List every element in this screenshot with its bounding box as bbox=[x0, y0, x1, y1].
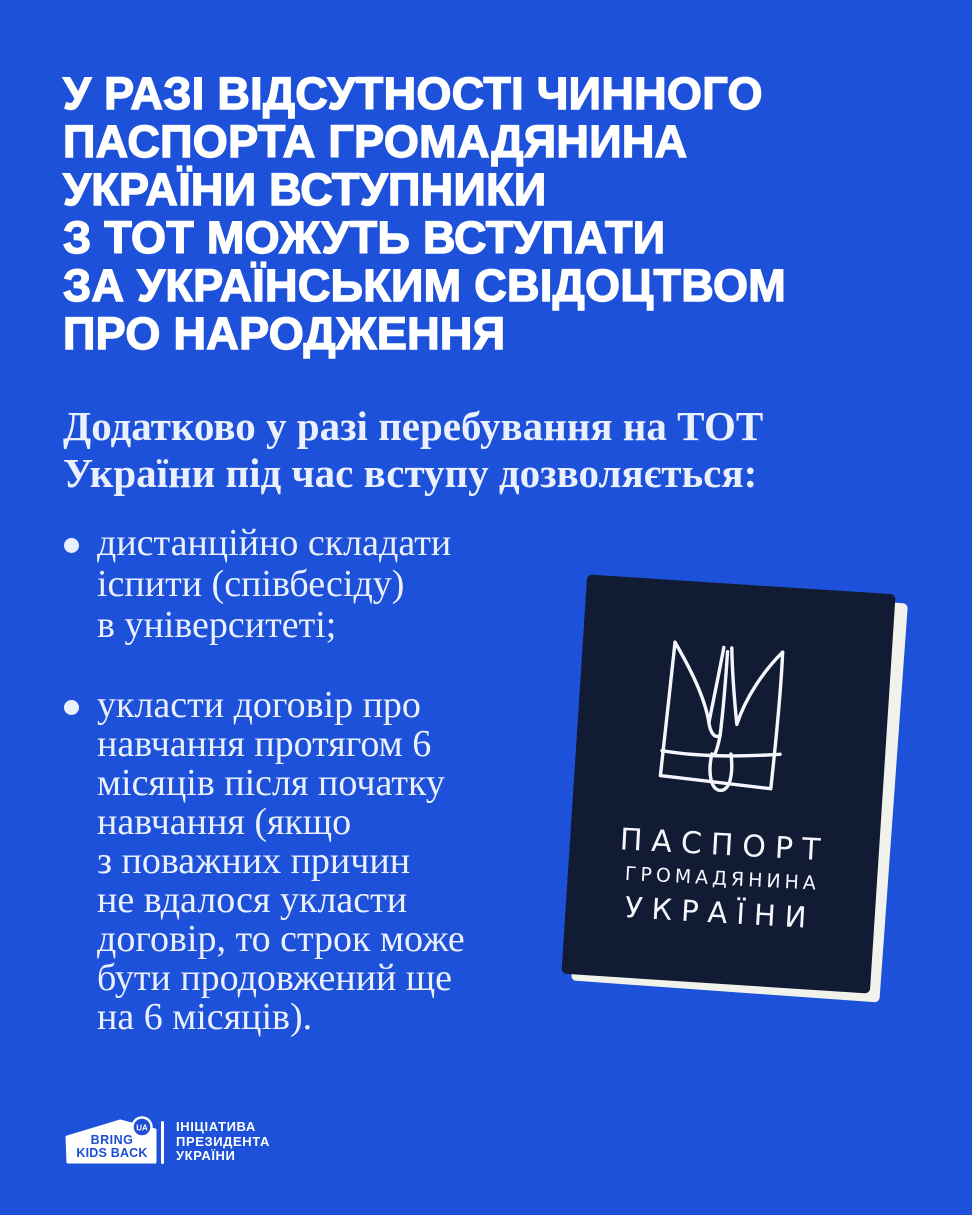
bring-kids-back-logo bbox=[63, 1116, 159, 1166]
passport-title-line: УКРАЇНИ bbox=[624, 890, 817, 936]
bullet-dot bbox=[64, 538, 79, 553]
initiative-line: ПРЕЗИДЕНТА bbox=[176, 1133, 271, 1149]
headline bbox=[63, 70, 786, 358]
passport-title-line: ПАСПОРТ bbox=[618, 822, 831, 869]
bullet-line: навчання (якщо bbox=[97, 801, 352, 843]
headline-line: ЗА УКРАЇНСЬКИМ СВІДОЦТВОМ bbox=[63, 260, 787, 311]
footer-divider bbox=[161, 1121, 164, 1164]
bullet-line: навчання протягом 6 bbox=[97, 723, 432, 765]
bullet-line: місяців після початку bbox=[97, 762, 445, 804]
bullet-line: іспити (співбесіду) bbox=[97, 563, 405, 605]
headline-line: ПАСПОРТА ГРОМАДЯНИНА bbox=[63, 116, 688, 167]
bullet-line: не вдалося укласти bbox=[97, 879, 408, 921]
bullet-line: договір, то строк може bbox=[97, 918, 465, 960]
bullet-line: з поважних причин bbox=[97, 840, 411, 882]
headline-line: УКРАЇНИ ВСТУПНИКИ bbox=[63, 164, 547, 215]
subheading bbox=[63, 403, 763, 497]
initiative-line: УКРАЇНИ bbox=[176, 1148, 236, 1163]
bullet-line: в університеті; bbox=[97, 604, 337, 646]
passport-cover bbox=[561, 574, 895, 993]
subheading-line: України під час вступу дозволяється: bbox=[63, 450, 758, 496]
subheading-line: Додатково у разі перебування на ТОТ bbox=[63, 403, 764, 449]
headline-line: У РАЗІ ВІДСУТНОСТІ ЧИННОГО bbox=[63, 68, 763, 119]
bullet-item bbox=[97, 686, 465, 1037]
brand-line2: KIDS BACK bbox=[76, 1146, 148, 1160]
bullet-dot bbox=[64, 700, 79, 715]
ua-badge-label: UA bbox=[136, 1123, 148, 1133]
bullet-line: бути продовжений ще bbox=[97, 957, 453, 999]
headline-line: З ТОТ МОЖУТЬ ВСТУПАТИ bbox=[63, 212, 666, 263]
brand-line1: BRING bbox=[90, 1133, 134, 1147]
bullet-line: укласти договір про bbox=[97, 684, 421, 726]
bullet-line: дистанційно складати bbox=[97, 522, 452, 564]
initiative-line: ІНІЦІАТИВА bbox=[176, 1119, 256, 1134]
passport-title-line: ГРОМАДЯНИНА bbox=[624, 862, 821, 895]
tryzub-trident-icon bbox=[642, 629, 803, 816]
bullet-item bbox=[97, 523, 451, 646]
bullet-line: на 6 місяців). bbox=[97, 996, 313, 1038]
initiative-caption bbox=[176, 1120, 270, 1164]
headline-line: ПРО НАРОДЖЕННЯ bbox=[63, 308, 506, 359]
